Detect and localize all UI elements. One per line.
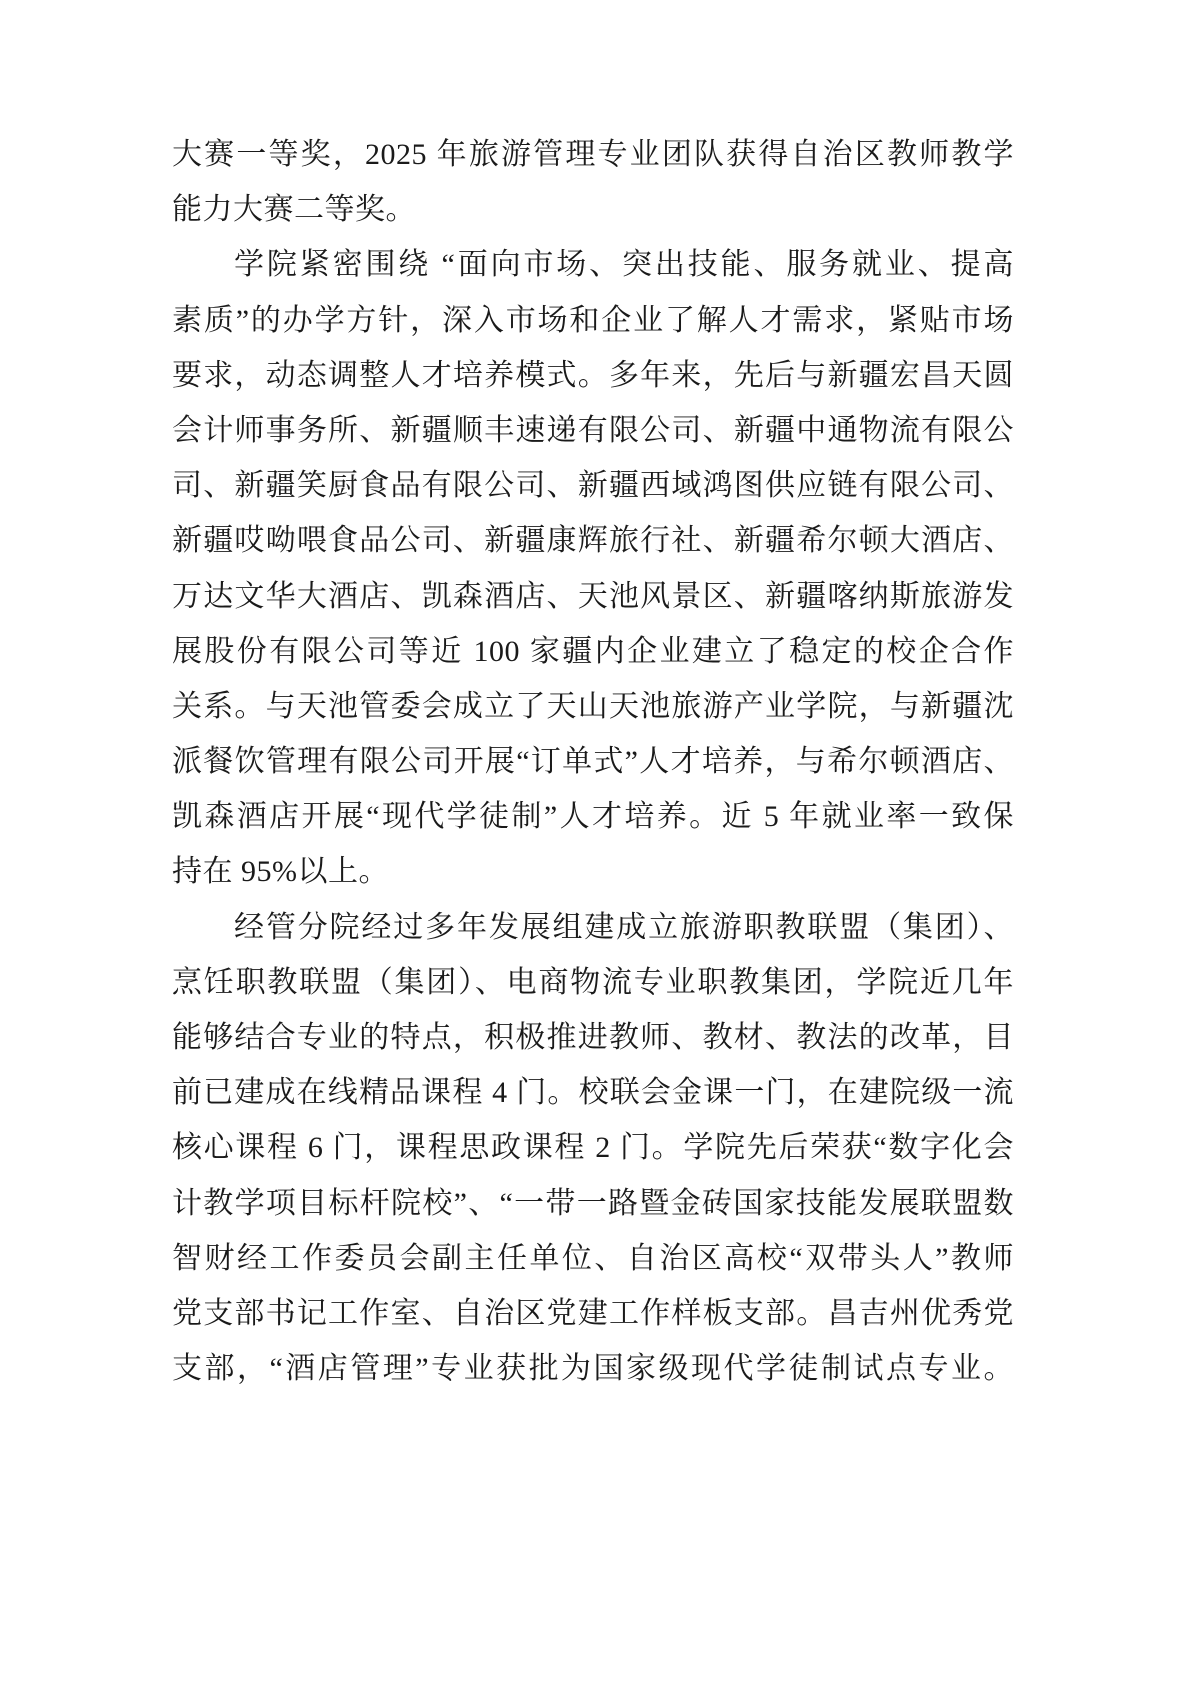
text-line-17: 能够结合专业的特点，积极推进教师、教材、教法的改革，目 xyxy=(172,1021,1014,1054)
text-line-20: 计教学项目标杆院校”、“一带一路暨金砖国家技能发展联盟数 xyxy=(172,1186,1014,1220)
text-line-10: 展股份有限公司等近 100 家疆内企业建立了稳定的校企合作 xyxy=(172,634,1014,668)
text-line-2: 能力大赛二等奖。 xyxy=(172,193,416,227)
document-text-block xyxy=(172,127,1014,1396)
text-line-15: 经管分院经过多年发展组建成立旅游职教联盟（集团）、 xyxy=(234,910,1014,944)
text-line-23: 支部，“酒店管理”专业获批为国家级现代学徒制试点专业。 xyxy=(172,1352,1014,1386)
text-line-21: 智财经工作委员会副主任单位、自治区高校“双带头人”教师 xyxy=(172,1241,1014,1275)
text-line-13: 凯森酒店开展“现代学徒制”人才培养。近 5 年就业率一致保 xyxy=(172,800,1014,834)
text-line-1: 大赛一等奖，2025 年旅游管理专业团队获得自治区教师教学 xyxy=(172,138,1014,171)
text-line-3: 学院紧密围绕 “面向市场、突出技能、服务就业、提高 xyxy=(234,248,1014,282)
text-line-14: 持在 95%以上。 xyxy=(172,855,389,889)
text-line-18: 前已建成在线精品课程 4 门。校联会金课一门，在建院级一流 xyxy=(172,1076,1014,1110)
text-line-6: 会计师事务所、新疆顺丰速递有限公司、新疆中通物流有限公 xyxy=(172,413,1014,447)
text-line-12: 派餐饮管理有限公司开展“订单式”人才培养，与希尔顿酒店、 xyxy=(172,745,1014,779)
text-line-19: 核心课程 6 门，课程思政课程 2 门。学院先后荣获“数字化会 xyxy=(172,1131,1014,1165)
text-line-9: 万达文华大酒店、凯森酒店、天池风景区、新疆喀纳斯旅游发 xyxy=(172,579,1014,613)
text-line-4: 素质”的办学方针，深入市场和企业了解人才需求，紧贴市场 xyxy=(172,303,1014,337)
text-line-5: 要求，动态调整人才培养模式。多年来，先后与新疆宏昌天圆 xyxy=(172,358,1014,392)
text-line-8: 新疆哎呦喂食品公司、新疆康辉旅行社、新疆希尔顿大酒店、 xyxy=(172,524,1014,558)
text-line-22: 党支部书记工作室、自治区党建工作样板支部。昌吉州优秀党 xyxy=(172,1296,1014,1330)
text-line-11: 关系。与天池管委会成立了天山天池旅游产业学院，与新疆沈 xyxy=(172,689,1014,723)
text-line-7: 司、新疆笑厨食品有限公司、新疆西域鸿图供应链有限公司、 xyxy=(172,469,1014,503)
text-line-16: 烹饪职教联盟（集团）、电商物流专业职教集团，学院近几年 xyxy=(172,965,1014,999)
